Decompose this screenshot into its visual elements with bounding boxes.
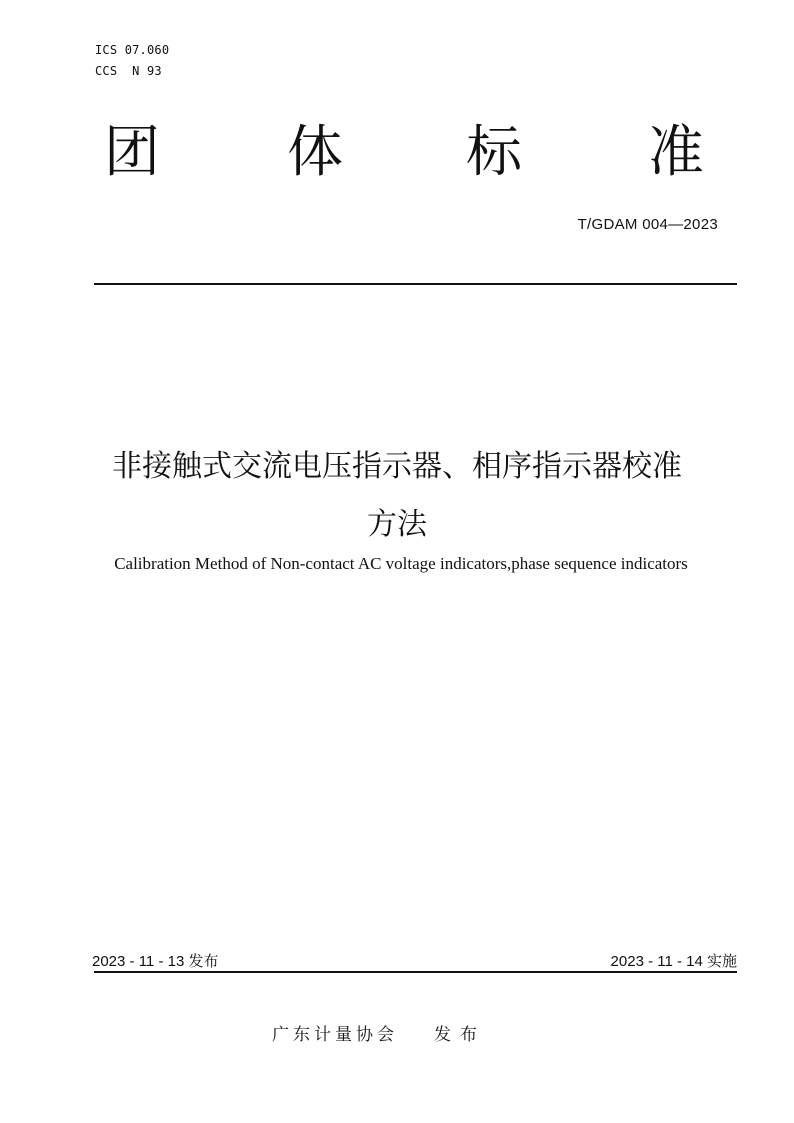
ccs-code: CCS N 93 xyxy=(95,64,162,78)
standard-type-char: 体 xyxy=(287,120,343,185)
standard-number: T/GDAM 004—2023 xyxy=(577,216,718,233)
standard-type-char: 团 xyxy=(104,120,160,185)
bottom-divider xyxy=(94,971,737,973)
chinese-title xyxy=(0,438,794,554)
publish-action: 发布 xyxy=(434,1025,486,1045)
ics-code: ICS 07.060 xyxy=(95,43,170,57)
chinese-title-line-1: 非接触式交流电压指示器、相序指示器校准 xyxy=(112,449,682,484)
publisher-line xyxy=(272,1023,486,1047)
classification-codes xyxy=(95,40,169,82)
english-title: Calibration Method of Non-contact AC voltage indicators,phase sequence indicators xyxy=(114,554,688,573)
date-row xyxy=(92,951,737,973)
implementation-date: 2023 - 11 - 14 实施 xyxy=(610,953,737,970)
standard-type-char: 标 xyxy=(466,120,522,185)
standard-type-heading xyxy=(0,117,794,189)
issue-date: 2023 - 11 - 13 发布 xyxy=(92,953,219,970)
publisher-organization: 广东计量协会 xyxy=(272,1025,398,1045)
top-divider xyxy=(94,283,737,285)
chinese-title-line-2: 方法 xyxy=(367,507,427,542)
standard-type-char: 准 xyxy=(648,120,704,185)
